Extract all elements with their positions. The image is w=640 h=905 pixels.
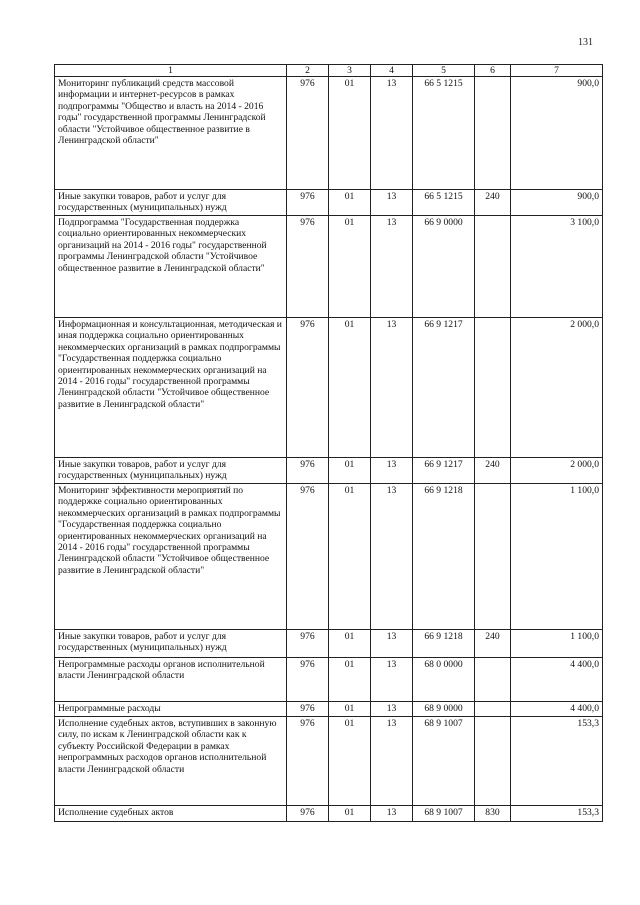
cell-expense-type	[475, 318, 511, 458]
cell-target-article: 66 5 1215	[413, 190, 475, 216]
cell-subsection: 13	[371, 484, 413, 630]
row-name: Иные закупки товаров, работ и услуг для государственных (муниципальных) нужд	[55, 458, 287, 484]
table-row	[55, 658, 603, 702]
column-header: 7	[511, 65, 603, 77]
row-name: Информационная и консультационная, методическая и иная поддержка социально ориентированных некоммерческих организаций в рамках подпрограммы "Государственная поддержка социально ориентированных некоммерческих организаций на 2014 - 2016 годы" государственной программы Ленинградской области "Устойчивое общественное развитие в Ленинградской области"	[55, 318, 287, 458]
column-header: 1	[55, 65, 287, 77]
cell-expense-type	[475, 658, 511, 702]
cell-expense-type: 240	[475, 458, 511, 484]
cell-subsection: 13	[371, 630, 413, 658]
cell-amount: 2 000,0	[511, 458, 603, 484]
cell-subsection: 13	[371, 717, 413, 806]
table-row	[55, 806, 603, 822]
cell-admin-code: 976	[287, 318, 329, 458]
table-row	[55, 702, 603, 717]
cell-section: 01	[329, 77, 371, 190]
cell-admin-code: 976	[287, 702, 329, 717]
row-name: Непрограммные расходы	[55, 702, 287, 717]
cell-target-article: 66 9 1218	[413, 630, 475, 658]
cell-admin-code: 976	[287, 77, 329, 190]
cell-section: 01	[329, 484, 371, 630]
table-row	[55, 318, 603, 458]
row-name: Исполнение судебных актов	[55, 806, 287, 822]
cell-amount: 1 100,0	[511, 484, 603, 630]
cell-target-article: 68 9 1007	[413, 806, 475, 822]
cell-section: 01	[329, 458, 371, 484]
cell-target-article: 68 9 1007	[413, 717, 475, 806]
cell-expense-type	[475, 216, 511, 318]
cell-admin-code: 976	[287, 216, 329, 318]
cell-expense-type: 240	[475, 190, 511, 216]
cell-subsection: 13	[371, 702, 413, 717]
column-header: 5	[413, 65, 475, 77]
cell-target-article: 66 9 1217	[413, 318, 475, 458]
cell-amount: 4 400,0	[511, 702, 603, 717]
cell-amount: 900,0	[511, 190, 603, 216]
cell-section: 01	[329, 190, 371, 216]
column-header: 3	[329, 65, 371, 77]
row-name: Непрограммные расходы органов исполнительной власти Ленинградской области	[55, 658, 287, 702]
cell-section: 01	[329, 702, 371, 717]
page-number: 131	[578, 37, 593, 48]
cell-target-article: 66 9 1217	[413, 458, 475, 484]
cell-amount: 4 400,0	[511, 658, 603, 702]
cell-subsection: 13	[371, 318, 413, 458]
cell-section: 01	[329, 318, 371, 458]
cell-admin-code: 976	[287, 717, 329, 806]
cell-expense-type	[475, 717, 511, 806]
cell-amount: 153,3	[511, 717, 603, 806]
cell-section: 01	[329, 630, 371, 658]
cell-expense-type	[475, 484, 511, 630]
row-name: Иные закупки товаров, работ и услуг для государственных (муниципальных) нужд	[55, 630, 287, 658]
row-name: Мониторинг публикаций средств массовой информации и интернет-ресурсов в рамках подпрограммы "Общество и власть на 2014 - 2016 годы" государственной программы Ленинградской области "Устойчивое общественное развитие в Ленинградской области"	[55, 77, 287, 190]
column-header: 2	[287, 65, 329, 77]
cell-amount: 2 000,0	[511, 318, 603, 458]
table-row	[55, 717, 603, 806]
cell-subsection: 13	[371, 806, 413, 822]
row-name: Иные закупки товаров, работ и услуг для государственных (муниципальных) нужд	[55, 190, 287, 216]
cell-subsection: 13	[371, 658, 413, 702]
table-row	[55, 630, 603, 658]
row-name: Мониторинг эффективности мероприятий по поддержке социально ориентированных некоммерческих организаций в рамках подпрограммы "Государственная поддержка социально ориентированных некоммерческих организаций на 2014 - 2016 годы" государственной программы Ленинградской области "Устойчивое общественное развитие в Ленинградской области"	[55, 484, 287, 630]
cell-admin-code: 976	[287, 806, 329, 822]
cell-target-article: 66 9 0000	[413, 216, 475, 318]
table-row	[55, 484, 603, 630]
cell-section: 01	[329, 658, 371, 702]
table-row	[55, 216, 603, 318]
cell-section: 01	[329, 216, 371, 318]
row-name: Исполнение судебных актов, вступивших в законную силу, по искам к Ленинградской области как к субъекту Российской Федерации в рамках непрограммных расходов органов исполнительной власти Ленинградской области	[55, 717, 287, 806]
cell-target-article: 66 5 1215	[413, 77, 475, 190]
cell-expense-type: 240	[475, 630, 511, 658]
column-header: 6	[475, 65, 511, 77]
cell-admin-code: 976	[287, 630, 329, 658]
cell-subsection: 13	[371, 458, 413, 484]
cell-admin-code: 976	[287, 484, 329, 630]
cell-subsection: 13	[371, 77, 413, 190]
cell-expense-type: 830	[475, 806, 511, 822]
row-name: Подпрограмма "Государственная поддержка социально ориентированных некоммерческих организаций на 2014 - 2016 годы" государственной программы Ленинградской области "Устойчивое общественное развитие в Ленинградской области"	[55, 216, 287, 318]
cell-subsection: 13	[371, 216, 413, 318]
table-row	[55, 190, 603, 216]
cell-subsection: 13	[371, 190, 413, 216]
table-row	[55, 458, 603, 484]
cell-target-article: 68 0 0000	[413, 658, 475, 702]
cell-admin-code: 976	[287, 658, 329, 702]
cell-amount: 3 100,0	[511, 216, 603, 318]
column-header: 4	[371, 65, 413, 77]
budget-table	[54, 64, 603, 822]
cell-target-article: 68 9 0000	[413, 702, 475, 717]
cell-amount: 1 100,0	[511, 630, 603, 658]
cell-amount: 153,3	[511, 806, 603, 822]
cell-section: 01	[329, 717, 371, 806]
header-row	[55, 65, 603, 77]
cell-admin-code: 976	[287, 190, 329, 216]
cell-expense-type	[475, 77, 511, 190]
cell-target-article: 66 9 1218	[413, 484, 475, 630]
cell-admin-code: 976	[287, 458, 329, 484]
cell-section: 01	[329, 806, 371, 822]
table-row	[55, 77, 603, 190]
cell-expense-type	[475, 702, 511, 717]
cell-amount: 900,0	[511, 77, 603, 190]
